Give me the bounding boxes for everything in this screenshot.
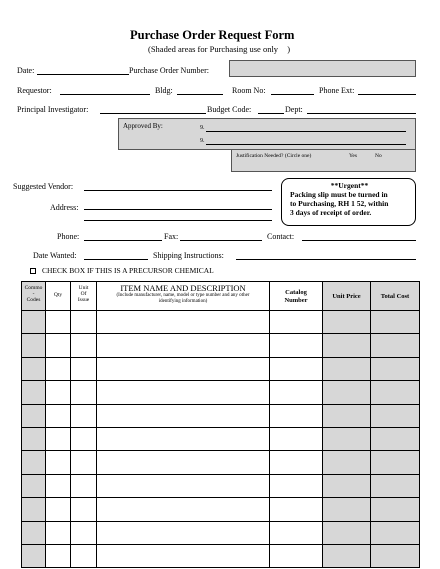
total-cost-cell[interactable] [371,427,420,450]
approval-signature-2[interactable] [206,144,406,145]
commo-codes-cell[interactable] [22,451,46,474]
qty-cell[interactable] [46,498,71,521]
qty-cell[interactable] [46,451,71,474]
justification-no[interactable]: No [375,153,382,159]
unit-price-cell[interactable] [323,311,371,334]
table-row [22,404,420,427]
unit-of-issue-cell[interactable] [71,427,97,450]
address-field-2[interactable] [84,220,272,221]
qty-cell[interactable] [46,311,71,334]
principal-investigator-label: Principal Investigator: [17,105,89,114]
form-title: Purchase Order Request Form [130,28,295,42]
total-cost-cell[interactable] [371,498,420,521]
commo-header-2: - [32,291,35,297]
commo-header-1: Commo [24,285,43,291]
po-number-field[interactable] [229,60,416,77]
total-cost-cell[interactable] [371,334,420,357]
commo-codes-cell[interactable] [22,521,46,544]
item-description-cell[interactable] [97,381,270,404]
commo-codes-cell[interactable] [22,544,46,567]
unit-of-issue-cell[interactable] [71,311,97,334]
catalog-number-cell[interactable] [270,474,323,497]
table-row [22,357,420,380]
item-name-header: ITEM NAME AND DESCRIPTION [120,283,246,293]
catalog-number-cell[interactable] [270,427,323,450]
approval-mark-1: 9. [200,125,205,131]
requestor-field[interactable] [60,94,150,95]
catalog-number-cell[interactable] [270,451,323,474]
unit-of-issue-cell[interactable] [71,334,97,357]
item-description-cell[interactable] [97,404,270,427]
unit-price-cell[interactable] [323,474,371,497]
qty-header [46,282,71,311]
table-row [22,381,420,404]
dept-field[interactable] [307,113,416,114]
urgent-heading: **Urgent** [330,181,369,190]
approval-mark-2: 9. [200,138,205,144]
qty-cell[interactable] [46,521,71,544]
unit-header-2: Of [80,291,87,297]
form-subtitle [148,44,290,54]
unit-price-cell[interactable] [323,357,371,380]
qty-header-label: Qty [53,292,63,298]
table-row [22,498,420,521]
unit-of-issue-header [71,282,97,311]
total-cost-cell[interactable] [371,451,420,474]
unit-header-1: Unit [78,285,89,291]
qty-cell[interactable] [46,381,71,404]
commo-codes-cell[interactable] [22,381,46,404]
total-cost-cell[interactable] [371,381,420,404]
commo-codes-cell[interactable] [22,311,46,334]
commo-codes-cell[interactable] [22,427,46,450]
table-row [22,521,420,544]
qty-cell[interactable] [46,404,71,427]
unit-price-cell[interactable] [323,381,371,404]
catalog-number-cell[interactable] [270,357,323,380]
room-no-label: Room No: [232,86,266,95]
items-table [21,281,420,568]
unit-of-issue-cell[interactable] [71,498,97,521]
qty-cell[interactable] [46,474,71,497]
contact-field[interactable] [302,240,416,241]
table-row [22,311,420,334]
urgent-notice [281,178,416,226]
total-cost-cell[interactable] [371,404,420,427]
unit-price-cell[interactable] [323,521,371,544]
approved-by-label: Approved By: [123,122,163,130]
fax-label: Fax: [164,232,179,241]
date-wanted-field[interactable] [84,259,148,260]
commo-codes-cell[interactable] [22,404,46,427]
total-cost-cell[interactable] [371,474,420,497]
unit-price-cell[interactable] [323,451,371,474]
total-cost-cell[interactable] [371,357,420,380]
catalog-header-1: Catalog [285,289,307,296]
suggested-vendor-label: Suggested Vendor: [13,182,74,191]
item-description-cell[interactable] [97,498,270,521]
urgent-line-3: 3 days of receipt of order. [290,208,372,217]
contact-label: Contact: [267,232,295,241]
catalog-number-cell[interactable] [270,521,323,544]
total-cost-header-label: Total Cost [380,293,410,300]
catalog-number-cell[interactable] [270,544,323,567]
catalog-number-cell[interactable] [270,498,323,521]
unit-price-cell[interactable] [323,404,371,427]
room-no-field[interactable] [271,94,314,95]
table-row [22,451,420,474]
shipping-instructions-field[interactable] [236,259,416,260]
unit-price-cell[interactable] [323,544,371,567]
budget-code-label: Budget Code: [207,105,252,114]
qty-cell[interactable] [46,544,71,567]
phone-ext-label: Phone Ext: [319,86,355,95]
catalog-number-header [270,282,323,311]
principal-investigator-field[interactable] [100,113,206,114]
item-description-cell[interactable] [97,474,270,497]
address-field-1[interactable] [84,209,272,210]
table-row [22,544,420,567]
urgent-line-2: to Purchasing, RH 1 52, within [290,199,389,208]
subtitle-text: (Shaded areas for Purchasing use only [148,44,279,54]
item-description-cell[interactable] [97,427,270,450]
item-description-header [97,282,270,311]
catalog-number-cell[interactable] [270,404,323,427]
commo-codes-cell[interactable] [22,334,46,357]
commo-codes-cell[interactable] [22,474,46,497]
item-description-cell[interactable] [97,334,270,357]
commo-codes-cell[interactable] [22,498,46,521]
date-label: Date: [17,66,35,75]
item-subheader-1: (Include manufacturer, name, model or type number and any other [116,293,250,298]
qty-cell[interactable] [46,334,71,357]
vendor-phone-label: Phone: [57,232,80,241]
unit-price-cell[interactable] [323,334,371,357]
justification-yes[interactable]: Yes [349,153,358,159]
approval-signature-1[interactable] [206,131,406,132]
urgent-line-1: Packing slip must be turned in [290,190,388,199]
total-cost-header [371,282,420,311]
commo-codes-cell[interactable] [22,357,46,380]
item-description-cell[interactable] [97,357,270,380]
shipping-instructions-label: Shipping Instructions: [153,251,224,260]
bldg-label: Bldg: [155,86,173,95]
table-row [22,334,420,357]
commo-header-3: Codes [26,297,41,303]
unit-price-header [323,282,371,311]
unit-of-issue-cell[interactable] [71,381,97,404]
bldg-field[interactable] [177,94,223,95]
commo-codes-header [22,282,46,311]
phone-ext-field[interactable] [358,94,416,95]
item-description-cell[interactable] [97,521,270,544]
vendor-phone-field[interactable] [84,240,162,241]
item-description-cell[interactable] [97,544,270,567]
unit-price-cell[interactable] [323,427,371,450]
fax-field[interactable] [180,240,262,241]
item-description-cell[interactable] [97,311,270,334]
unit-price-cell[interactable] [323,498,371,521]
table-header-row [22,282,420,311]
unit-of-issue-cell[interactable] [71,544,97,567]
budget-code-field[interactable] [258,113,284,114]
date-wanted-label: Date Wanted: [33,251,77,260]
address-label: Address: [50,203,79,212]
unit-price-header-label: Unit Price [332,293,361,300]
unit-of-issue-cell[interactable] [71,357,97,380]
unit-header-3: Issue [77,297,90,303]
qty-cell[interactable] [46,427,71,450]
catalog-number-cell[interactable] [270,311,323,334]
unit-of-issue-cell[interactable] [71,451,97,474]
table-row [22,474,420,497]
subtitle-close: ) [287,44,291,54]
precursor-label: CHECK BOX IF THIS IS A PRECURSOR CHEMICAL [42,266,214,275]
requestor-label: Requestor: [17,86,52,95]
date-field[interactable] [37,74,129,75]
unit-of-issue-cell[interactable] [71,474,97,497]
catalog-number-cell[interactable] [270,381,323,404]
justification-label: Justification Needed? (Circle one) [236,153,312,159]
total-cost-cell[interactable] [371,544,420,567]
precursor-checkbox[interactable] [30,268,36,274]
table-row [22,427,420,450]
qty-cell[interactable] [46,357,71,380]
unit-of-issue-cell[interactable] [71,521,97,544]
item-description-cell[interactable] [97,451,270,474]
total-cost-cell[interactable] [371,311,420,334]
unit-of-issue-cell[interactable] [71,404,97,427]
po-number-label: Purchase Order Number: [129,66,209,75]
suggested-vendor-field[interactable] [84,190,272,191]
catalog-number-cell[interactable] [270,334,323,357]
catalog-header-2: Number [284,296,308,304]
dept-label: Dept: [285,105,303,114]
total-cost-cell[interactable] [371,521,420,544]
item-subheader-2: identifying information) [158,298,208,304]
